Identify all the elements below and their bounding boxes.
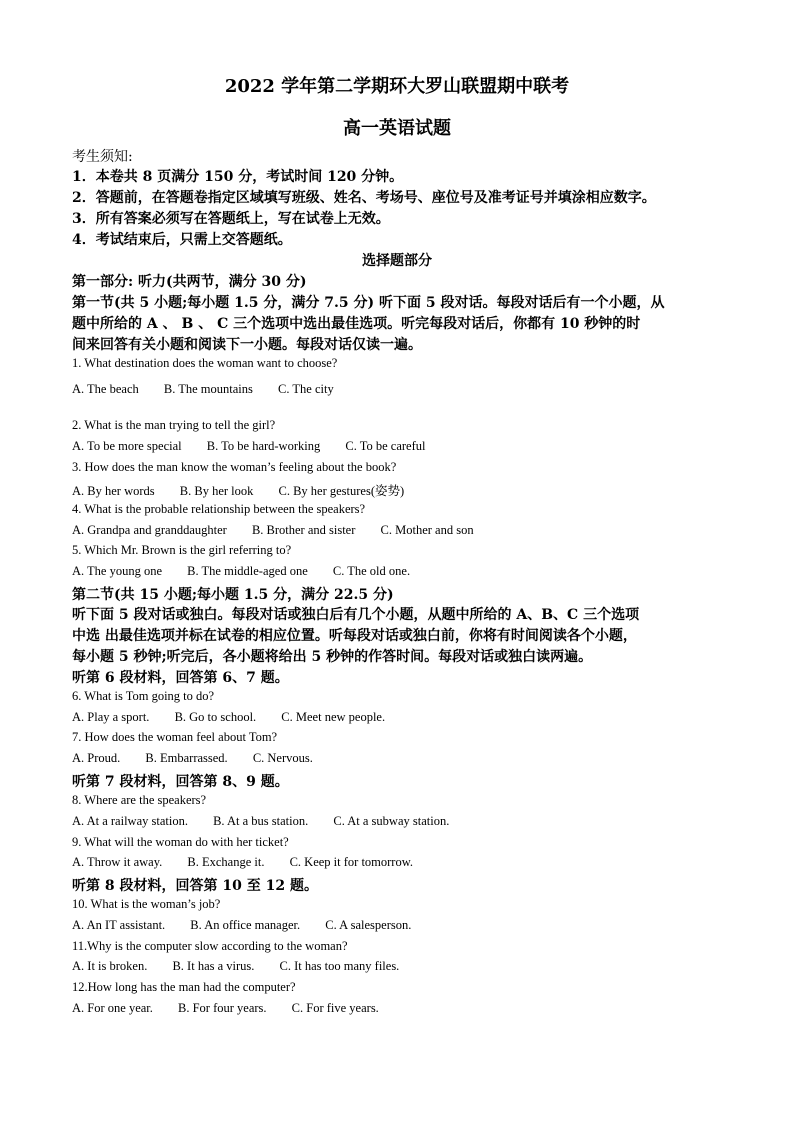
part1-sec2-line-3: 每小题 5 秒钟;听完后，各小题将给出 5 秒钟的作答时间。每段对话或独白读两遍。 xyxy=(72,649,593,665)
question-text: 7. How does the woman feel about Tom? xyxy=(72,730,278,744)
notice-item-1: 1．本卷共 8 页满分 150 分，考试时间 120 分钟。 xyxy=(72,169,404,185)
notice-item-4: 4．考试结束后，只需上交答题纸。 xyxy=(72,232,292,248)
option-b: B. For four years. xyxy=(178,1001,267,1015)
option-a: A. At a railway station. xyxy=(72,814,188,828)
option-c: C. It has too many files. xyxy=(279,959,400,973)
part1-sec2-line-2: 中选 出最佳选项并标在试卷的相应位置。听每段对话或独白前，你将有时间阅读各个小题， xyxy=(72,628,637,644)
group-heading: 听第 7 段材料，回答第 8、9 题。 xyxy=(72,774,289,790)
question-options xyxy=(72,481,426,499)
part1-sec1-line-2: 题中所给的 A 、 B 、 C 三个选项中选出最佳选项。听完每段对话后，你都有 10 秒钟的时 xyxy=(72,316,641,332)
option-b: B. It has a virus. xyxy=(172,959,255,973)
part1-sec1-line-1: 第一节(共 5 小题;每小题 1.5 分，满分 7.5 分) 听下面 5 段对话。每段对话后有一个小题，从 xyxy=(72,295,665,311)
page-title: 2022 学年第二学期环大罗山联盟期中联考 xyxy=(224,76,570,97)
question-text: 8. Where are the speakers? xyxy=(72,793,207,807)
option-a: A. It is broken. xyxy=(72,959,148,973)
page-subtitle: 高一英语试题 xyxy=(343,118,451,139)
option-a: A. The beach xyxy=(72,382,139,396)
option-c: C. To be careful xyxy=(345,439,426,453)
section-heading: 选择题部分 xyxy=(362,253,432,269)
option-b: B. Embarrassed. xyxy=(145,751,228,765)
option-a: A. Play a sport. xyxy=(72,710,150,724)
question-text: 12.How long has the man had the computer? xyxy=(72,980,296,994)
question-options xyxy=(72,564,432,579)
question-text: 5. Which Mr. Brown is the girl referring to? xyxy=(72,543,292,557)
question-options xyxy=(72,439,447,454)
question-text: 6. What is Tom going to do? xyxy=(72,689,215,703)
option-b: B. To be hard-working xyxy=(206,439,321,453)
option-a: A. By her words xyxy=(72,484,155,498)
part1-sec1-line-3: 间来回答有关小题和阅读下一小题。每段对话仅读一遍。 xyxy=(72,337,422,353)
option-c: C. By her gestures(姿势) xyxy=(278,484,405,498)
part1-sec2-line-1: 听下面 5 段对话或独白。每段对话或独白后有几个小题，从题中所给的 A、B、C 三个选项 xyxy=(72,607,640,623)
group-heading: 听第 6 段材料，回答第 6、7 题。 xyxy=(72,670,289,686)
option-b: B. By her look xyxy=(179,484,254,498)
option-a: A. The young one xyxy=(72,564,163,578)
option-a: A. Grandpa and granddaughter xyxy=(72,523,227,537)
question-options xyxy=(72,523,496,538)
option-c: C. Nervous. xyxy=(252,751,313,765)
question-text: 3. How does the man know the woman’s feeling about the book? xyxy=(72,460,397,474)
question-text: 11.Why is the computer slow according to the woman? xyxy=(72,939,348,953)
question-text: 4. What is the probable relationship between the speakers? xyxy=(72,502,366,516)
option-a: A. An IT assistant. xyxy=(72,918,166,932)
question-options xyxy=(72,382,356,397)
option-b: B. At a bus station. xyxy=(213,814,309,828)
option-a: A. For one year. xyxy=(72,1001,153,1015)
notice-item-2: 2．答题前，在答题卷指定区域填写班级、姓名、考场号、座位号及准考证号并填涂相应数字。 xyxy=(72,190,656,206)
option-c: C. At a subway station. xyxy=(333,814,450,828)
question-options xyxy=(72,1001,401,1016)
question-text: 1. What destination does the woman want to choose? xyxy=(72,356,338,370)
option-c: C. Meet new people. xyxy=(281,710,386,724)
option-b: B. The middle-aged one xyxy=(187,564,308,578)
question-text: 9. What will the woman do with her ticket? xyxy=(72,835,289,849)
question-options xyxy=(72,814,471,829)
question-options xyxy=(72,710,407,725)
part1-sec2-title: 第二节(共 15 小题;每小题 1.5 分，满分 22.5 分) xyxy=(72,587,394,603)
group-heading: 听第 8 段材料，回答第 10 至 12 题。 xyxy=(72,878,318,894)
option-c: C. Mother and son xyxy=(380,523,474,537)
question-text: 10. What is the woman’s job? xyxy=(72,897,221,911)
option-c: C. The city xyxy=(278,382,334,396)
question-text: 2. What is the man trying to tell the girl? xyxy=(72,418,276,432)
question-options xyxy=(72,855,435,870)
question-options xyxy=(72,751,335,766)
option-a: A. Throw it away. xyxy=(72,855,163,869)
notice-item-3: 3．所有答案必须写在答题纸上，写在试卷上无效。 xyxy=(72,211,390,227)
question-options xyxy=(72,918,433,933)
option-b: B. Go to school. xyxy=(174,710,257,724)
question-options xyxy=(72,959,421,974)
option-c: C. For five years. xyxy=(291,1001,379,1015)
option-a: A. Proud. xyxy=(72,751,121,765)
option-b: B. An office manager. xyxy=(190,918,301,932)
part1-title: 第一部分: 听力(共两节，满分 30 分) xyxy=(72,274,307,290)
option-c: C. Keep it for tomorrow. xyxy=(289,855,414,869)
option-c: C. The old one. xyxy=(332,564,411,578)
option-b: B. Brother and sister xyxy=(251,523,356,537)
option-a: A. To be more special xyxy=(72,439,182,453)
option-b: B. Exchange it. xyxy=(187,855,265,869)
notice-heading: 考生须知: xyxy=(72,149,133,165)
option-c: C. A salesperson. xyxy=(325,918,412,932)
option-b: B. The mountains xyxy=(163,382,253,396)
